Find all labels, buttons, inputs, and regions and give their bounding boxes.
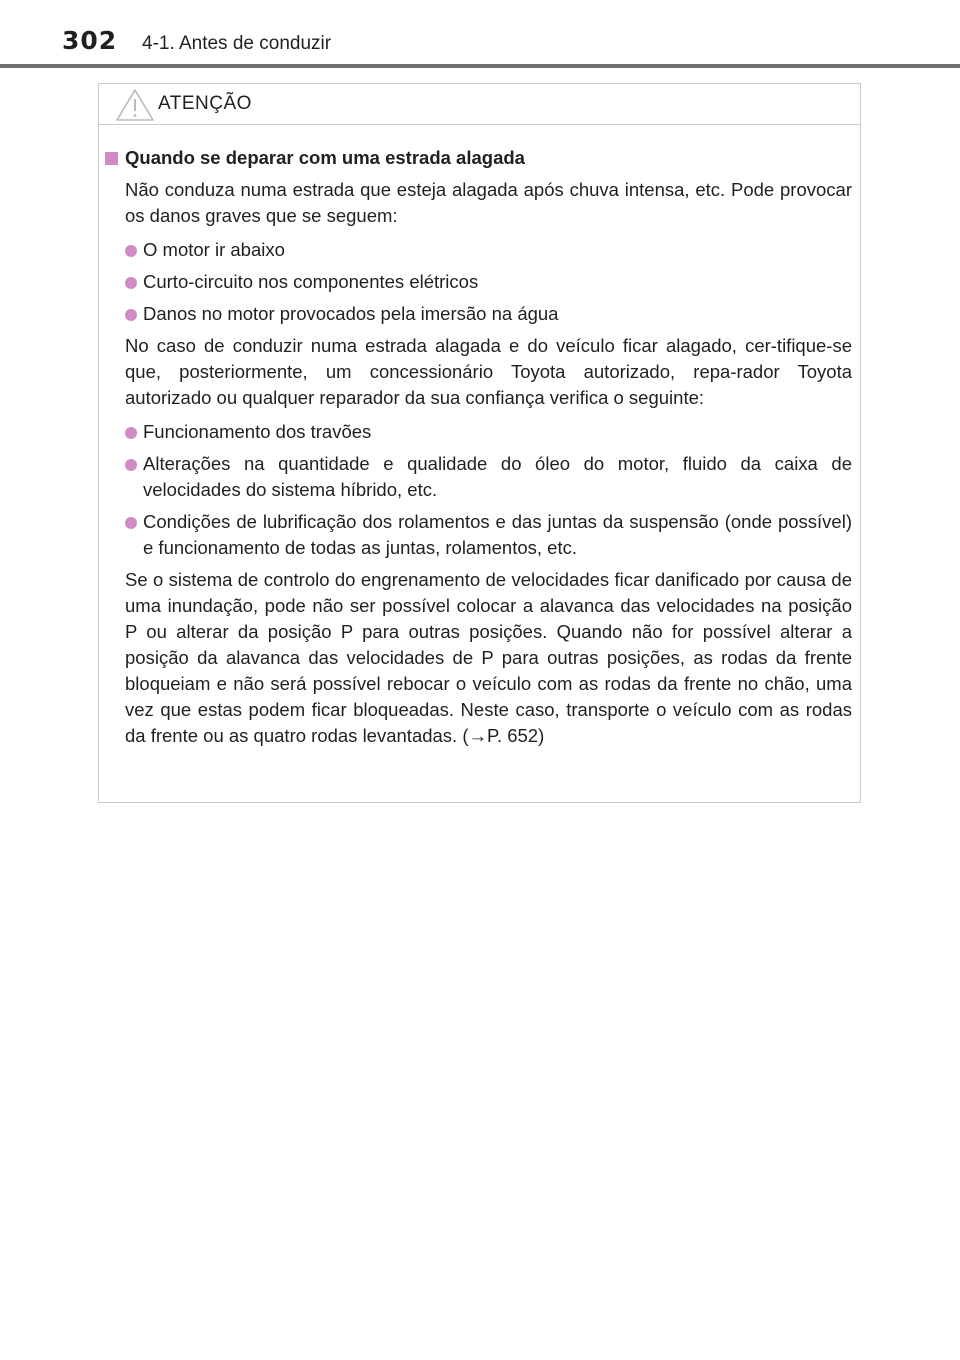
list-item bbox=[125, 419, 852, 445]
warning-heading-text: Quando se deparar com uma estrada alagada bbox=[125, 147, 525, 168]
round-bullet-icon bbox=[125, 245, 137, 257]
page-number: 302 bbox=[62, 26, 118, 55]
round-bullet-icon bbox=[125, 277, 137, 289]
list-item bbox=[125, 451, 852, 503]
list-item bbox=[125, 509, 852, 561]
page-header bbox=[0, 0, 960, 70]
square-marker-icon bbox=[105, 152, 118, 165]
round-bullet-icon bbox=[125, 517, 137, 529]
warning-triangle-icon bbox=[115, 88, 155, 122]
section-title: 4-1. Antes de conduzir bbox=[142, 33, 332, 54]
check-intro-paragraph: No caso de conduzir numa estrada alagada e do veículo ficar alagado, cer-tifique-se que, posteriormente, um concessionário Toyota autorizado, repa-rador Toyota autorizado ou qualquer reparador da sua confiança verifica o seguinte: bbox=[125, 335, 852, 408]
list-item-text: Danos no motor provocados pela imersão na água bbox=[143, 303, 559, 324]
warning-label: ATENÇÃO bbox=[158, 93, 252, 114]
closing-paragraph: Se o sistema de controlo do engrenamento de velocidades ficar danificado por causa de uma inundação, pode não ser possível colocar a alavanca das velocidades na posição P ou alterar da posição P para outras posições. Quando não for possível alterar a posição da alavanca das velocidades de P para outras posições, as rodas da frente bloqueiam e não será possível rebocar o veículo com as rodas da frente no chão, uma vez que estas podem ficar bloqueadas. Neste caso, transporte o veículo com as rodas da frente ou as quatro rodas levantadas. (→P. 652) bbox=[125, 569, 852, 746]
header-rule bbox=[0, 64, 960, 68]
list-item bbox=[125, 269, 852, 295]
list-item-text: Alterações na quantidade e qualidade do óleo do motor, fluido da caixa de velocidades do sistema híbrido, etc. bbox=[143, 453, 852, 500]
list-item-text: Funcionamento dos travões bbox=[143, 421, 372, 442]
warning-box bbox=[98, 83, 861, 803]
list-item-text: Condições de lubrificação dos rolamentos e das juntas da suspensão (onde possível) e funcionamento de todas as juntas, rolamentos, etc. bbox=[143, 511, 852, 558]
intro-paragraph: Não conduza numa estrada que esteja alagada após chuva intensa, etc. Pode provocar os danos graves que se seguem: bbox=[125, 179, 852, 226]
round-bullet-icon bbox=[125, 309, 137, 321]
round-bullet-icon bbox=[125, 427, 137, 439]
warning-body bbox=[99, 125, 860, 749]
list-item-text: Curto-circuito nos componentes elétricos bbox=[143, 271, 479, 292]
list-item bbox=[125, 237, 852, 263]
warning-heading bbox=[105, 147, 852, 169]
list-item-text: O motor ir abaixo bbox=[143, 239, 285, 260]
list-item bbox=[125, 301, 852, 327]
round-bullet-icon bbox=[125, 459, 137, 471]
warning-header bbox=[99, 84, 860, 125]
